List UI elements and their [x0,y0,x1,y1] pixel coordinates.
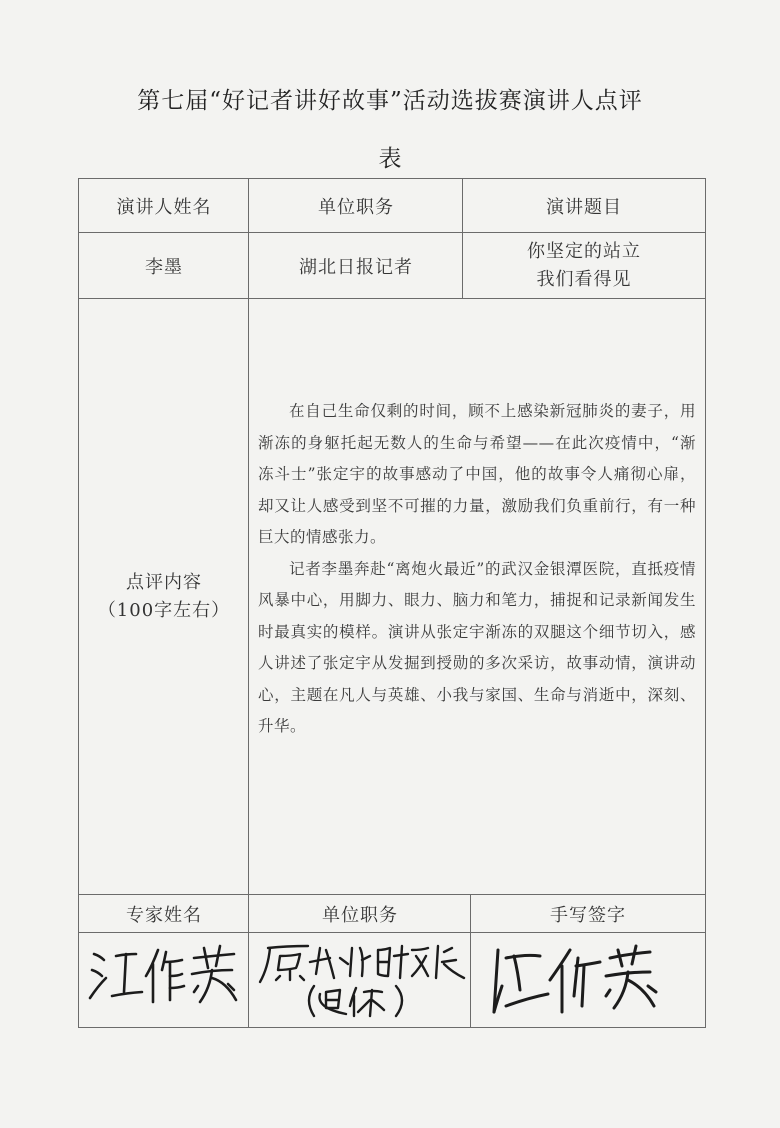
comment-label-line1: 点评内容 [126,572,202,593]
speech-title-line2: 我们看得见 [536,269,632,290]
speaker-unit: 湖北日报记者 [299,257,413,278]
column-divider [462,178,463,298]
header-signature: 手写签字 [550,905,626,926]
comment-content [258,396,696,743]
comment-paragraph-2: 记者李墨奔赴“离炮火最近”的武汉金银潭医院，直抵疫情风暴中心，用脚力、眼力、脑力和笔力，捕捉和记录新闻发生时最真实的模样。演讲从张定宇渐冻的双腿这个细节切入，感人讲述了张定宇从发掘到授勋的多次采访，故事动情，演讲动心，主题在凡人与英雄、小我与家国、生命与消逝中，深刻、升华。 [258,559,696,735]
speaker-name: 李墨 [145,257,183,278]
row-divider [78,894,706,895]
handwritten-expert-unit [256,938,468,1022]
header-unit-position: 单位职务 [318,197,394,218]
row-divider [78,932,706,933]
comment-label-line2: （100字左右） [97,600,231,621]
comment-paragraph-1: 在自己生命仅剩的时间，顾不上感染新冠肺炎的妻子，用渐冻的身躯托起无数人的生命与希望——在此次疫情中，“渐冻斗士”张定宇的故事感动了中国，他的故事令人痛彻心扉，却又让人感受到坚不可摧的力量，激励我们负重前行，有一种巨大的情感张力。 [258,402,696,546]
column-divider [470,894,471,1028]
row-divider [78,298,706,299]
document-title-continued: 表 [378,146,402,172]
document-title: 第七届“好记者讲好故事”活动选拔赛演讲人点评 [137,88,643,114]
handwritten-expert-name [86,940,242,1010]
speech-title-line1: 你坚定的站立 [527,241,641,262]
header-expert-name: 专家姓名 [126,905,202,926]
handwritten-signature [478,936,678,1020]
speech-title [464,234,704,298]
header-speaker-name: 演讲人姓名 [116,197,212,218]
comment-label [80,300,248,894]
column-divider [248,178,249,1028]
header-expert-unit: 单位职务 [322,905,398,926]
header-speech-title: 演讲题目 [546,197,622,218]
row-divider [78,232,706,233]
